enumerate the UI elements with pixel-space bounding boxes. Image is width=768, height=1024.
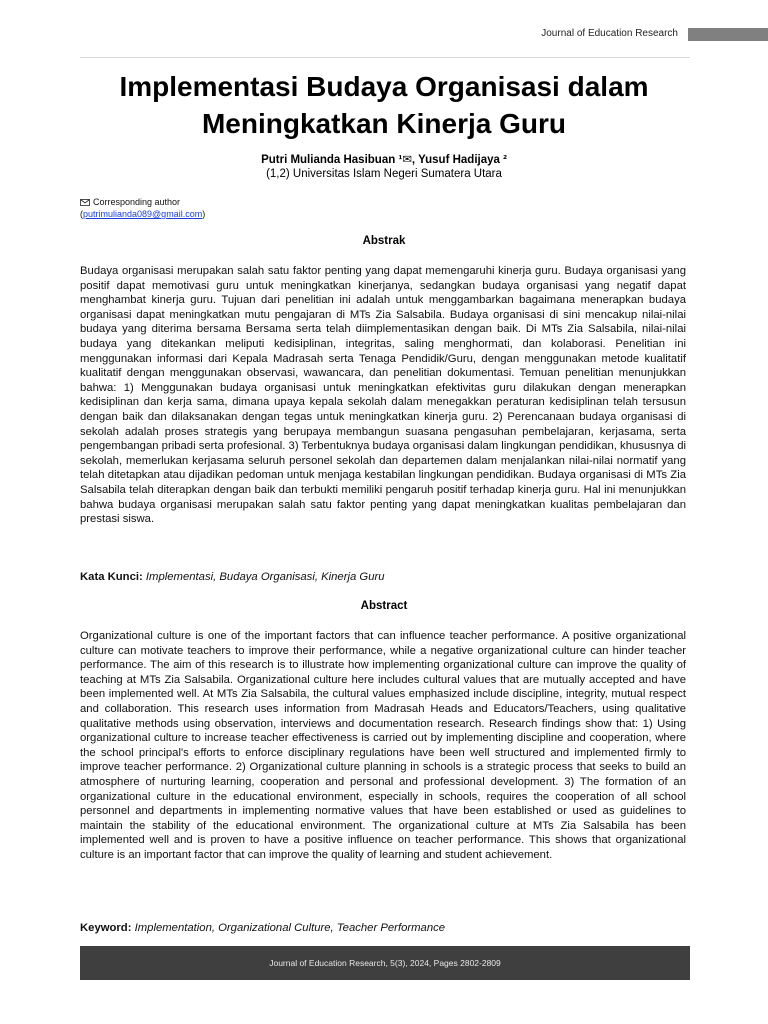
- affiliation: (1,2) Universitas Islam Negeri Sumatera Utara: [266, 168, 502, 180]
- header-accent-bar: [688, 28, 768, 41]
- corresponding-label: Corresponding author: [93, 197, 181, 207]
- authors: Putri Mulianda Hasibuan ¹✉, Yusuf Hadijaya ²: [261, 154, 507, 166]
- email-close-paren: ): [202, 209, 206, 219]
- mail-icon: [80, 199, 90, 206]
- journal-name: Journal of Education Research: [541, 28, 678, 39]
- header-divider: [80, 57, 690, 58]
- title-line-1: Implementasi Budaya Organisasi dalam: [119, 71, 649, 102]
- keyword-value: Implementation, Organizational Culture, Teacher Performance: [134, 922, 446, 934]
- footer-citation: Journal of Education Research, 5(3), 2024, Pages 2802-2809: [269, 958, 501, 968]
- kata-kunci-value: Implementasi, Budaya Organisasi, Kinerja Guru: [145, 571, 385, 583]
- paper-title: [60, 68, 708, 142]
- keyword: [80, 922, 688, 934]
- keyword-label: Keyword:: [80, 922, 132, 934]
- abstract-text: Organizational culture is one of the important factors that can influence teacher performance. A positive organizational culture can motivate teachers to improve their performance, while a negative organizational culture can hinder teacher performance. The aim of this research is to illustrate how implementing organizational culture can improve the quality of teaching at MTs Zia Salsabila. Organizational culture here includes cultural values that are mutually accepted and have been implemented well. At MTs Zia Salsabila, the cultural values emphasized include discipline, integrity, mutual respect and collaboration. This research uses information from Madrasah Heads and Educators/Teachers, using qualitative qualitative methods using observation, interviews and documentation research. Research findings show that: 1) Using organizational culture to increase teacher effectiveness is carried out by implementing discipline and cooperation, where the school principal's efforts to enforce disciplinary regulations have been well structured and implemented firmly to improve teacher performance. 2) Organizational culture planning in schools is a strategic process that seeks to build an atmosphere of nurturing learning, cooperation and personal and professional development. 3) The formation of an organizational culture in the educational environment, especially in schools, requires the cooperation of all school personnel and departments in implementing normative values that have been established or used as guidelines to maintain the stability of the educational environment. The organizational culture at MTs Zia Salsabila has been implemented well and is proven to have a positive influence on teacher performance. This shows that organizational culture is an important factor that can improve the quality of learning and student achievement.: [80, 630, 686, 861]
- kata-kunci: [80, 571, 688, 583]
- abstract-heading: Abstract: [360, 600, 408, 612]
- footer-bar: [80, 946, 690, 980]
- email-link[interactable]: putrimulianda089@gmail.com: [83, 209, 203, 219]
- email-open-paren: (: [80, 209, 83, 219]
- title-line-2: Meningkatkan Kinerja Guru: [201, 108, 567, 139]
- abstrak-text: Budaya organisasi merupakan salah satu faktor penting yang dapat memengaruhi kinerja guru. Budaya organisasi yang positif dapat memotivasi guru untuk meningkatkan kinerjanya, sedangkan budaya organisasi yang negatif dapat menghambat kinerja guru. Tujuan dari penelitian ini adalah untuk menggambarkan bagaimana menerapkan budaya organisasi dapat meningkatkan mutu pengajaran di MTs Zia Salsabila. Budaya organisasi di sini mencakup nilai-nilai budaya yang diterima bersama Bersama serta telah diimplementasikan dengan baik. Di MTs Zia Salsabila, nilai-nilai budaya yang ditekankan meliputi kedisiplinan, integritas, saling menghormati, dan kolaborasi. Penelitian ini menggunakan informasi dari Kepala Madrasah serta Tenaga Pendidik/Guru, dengan menggunakan metode kualitatif kualitatif dengan menggunakan observasi, wawancara, dan penelitian dokumentasi. Temuan penelitian menunjukkan bahwa: 1) Menggunakan budaya organisasi untuk meningkatkan efektivitas guru dilakukan dengan menerapkan kedisiplinan dan kerja sama, dimana upaya kepala sekolah dalam menegakkan peraturan kedisiplinan telah tersusun dengan baik dan dilaksanakan dengan tegas untuk meningkatkan kinerja guru. 2) Perencanaan budaya organisasi di sekolah adalah proses strategis yang berupaya membangun suasana pengasuhan pembelajaran, kerjasama, serta pengembangan pribadi serta profesional. 3) Terbentuknya budaya organisasi dalam lingkungan pendidikan, khususnya di sekolah, memerlukan kerjasama seluruh personel sekolah dan departemen dalam menjalankan nilai-nilai normatif yang telah ditetapkan atau dijadikan pedoman untuk menjaga kestabilan lingkungan pendidikan. Budaya organisasi di MTs Zia Salsabila telah diterapkan dengan baik dan terbukti memiliki pengaruh positif terhadap kinerja guru. Hal ini menunjukkan bahwa budaya organisasi merupakan salah satu faktor penting yang dapat meningkatkan kualitas pembelajaran dan prestasi siswa.: [80, 265, 686, 526]
- abstrak-heading: Abstrak: [362, 235, 406, 247]
- corresponding-author-block: [80, 196, 205, 220]
- kata-kunci-label: Kata Kunci:: [80, 571, 143, 583]
